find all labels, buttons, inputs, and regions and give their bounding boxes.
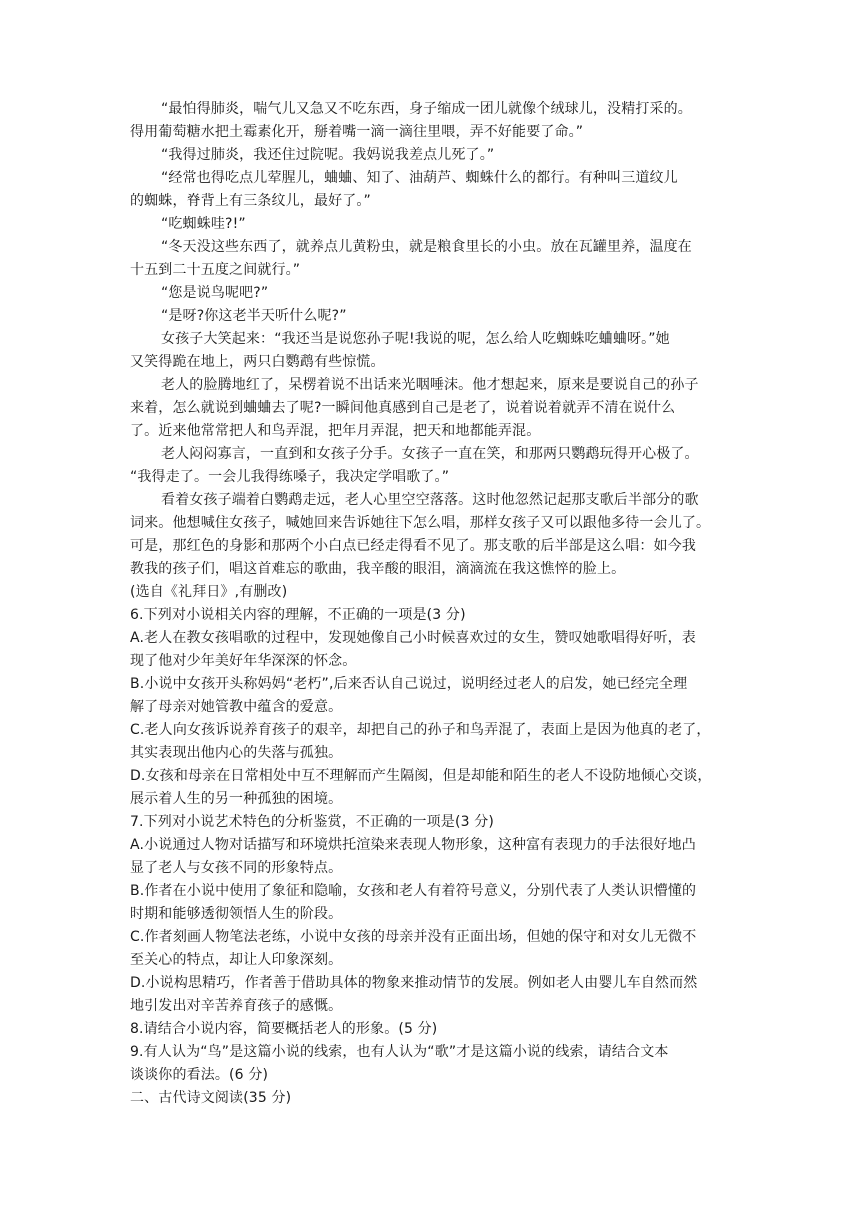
text-line: 老人闷闷寡言，一直到和女孩子分手。女孩子一直在笑，和那两只鹦鹉玩得开心极了。: [161, 446, 699, 462]
passage-paragraph: [130, 236, 730, 282]
question-line: A.老人在教女孩唱歌的过程中，发现她像自己小时候喜欢过的女生，赞叹她歌唱得好听，表: [130, 630, 696, 646]
questions: [130, 604, 730, 1087]
passage-paragraph: [130, 167, 730, 213]
passage-paragraph: [130, 443, 730, 489]
question-line: C.作者刻画人物笔法老练，小说中女孩的母亲并没有正面出场，但她的保守和对女儿无微不: [130, 929, 697, 945]
text-line: 可是，那红色的身影和那两个小白点已经走得看不见了。那支歌的后半部是这么唱：如今我: [130, 538, 696, 554]
text-line: 词来。他想喊住女孩子，喊她回来告诉她往下怎么唱，那样女孩子又可以跟他多待一会儿了。: [130, 515, 711, 531]
question-line: 解了母亲对她管教中蕴含的爱意。: [130, 699, 343, 715]
passage-paragraph: [130, 213, 730, 236]
question-line: D.女孩和母亲在日常相处中互不理解而产生隔阂，但是却能和陌生的老人不设防地倾心交谈，: [130, 768, 712, 784]
question-line: C.老人向女孩诉说养育孩子的艰辛，却把自己的孙子和鸟弄混了，表面上是因为他真的老了，: [130, 722, 711, 738]
question-line: 展示着人生的另一种孤独的困境。: [130, 791, 343, 807]
passage-paragraph: [130, 305, 730, 328]
section-heading: 二、古代诗文阅读(35 分): [130, 1090, 292, 1106]
text-line: “吃蜘蛛哇?!”: [161, 216, 246, 232]
passage-paragraph: [130, 282, 730, 305]
question-line: D.小说构思精巧，作者善于借助具体的物象来推动情节的发展。例如老人由婴儿车自然而然: [130, 975, 698, 991]
passage-paragraph: [130, 374, 730, 443]
passage-paragraph: [130, 144, 730, 167]
question-line: 现了他对少年美好年华深深的怀念。: [130, 653, 357, 669]
text-line: “我得走了。一会儿我得练嗓子，我决定学唱歌了。”: [130, 469, 450, 485]
text-line: 了。近来他常常把人和鸟弄混，把年月弄混，把天和地都能弄混。: [130, 423, 541, 439]
passage-paragraph: [130, 328, 730, 374]
passage-paragraph: [130, 98, 730, 144]
text-line: “您是说鸟呢吧?”: [161, 285, 269, 301]
text-line: 女孩子大笑起来：“我还当是说您孙子呢!我说的呢，怎么给人吃蜘蛛吃蛐蛐呀。”她: [161, 331, 670, 347]
document-page: [130, 98, 730, 1110]
passage: [130, 98, 730, 581]
text-line: “冬天没这些东西了，就养点儿黄粉虫，就是粮食里长的小虫。放在瓦罐里养，温度在: [161, 239, 692, 255]
question-line: B.小说中女孩开头称妈妈“老朽”,后来否认自己说过，说明经过老人的启发，她已经完全理: [130, 676, 688, 692]
question-line: 至关心的特点，却让人印象深刻。: [130, 952, 343, 968]
text-line: 老人的脸腾地红了，呆楞着说不出话来光咽唾沫。他才想起来，原来是要说自己的孙子: [161, 377, 699, 393]
text-line: “最怕得肺炎，喘气儿又急又不吃东西，身子缩成一团儿就像个绒球儿，没精打采的。: [161, 101, 692, 117]
text-line: 的蜘蛛，脊背上有三条纹儿，最好了。”: [130, 193, 371, 209]
question-line: 其实表现出他内心的失落与孤独。: [130, 745, 343, 761]
passage-paragraph: [130, 489, 730, 581]
text-line: 又笑得跪在地上，两只白鹦鹉有些惊慌。: [130, 354, 385, 370]
text-line: “我得过肺炎，我还住过院呢。我妈说我差点儿死了。”: [161, 147, 495, 163]
question-line: 8.请结合小说内容，简要概括老人的形象。(5 分): [130, 1021, 438, 1037]
question-line: A.小说通过人物对话描写和环境烘托渲染来表现人物形象，这种富有表现力的手法很好地凸: [130, 837, 696, 853]
question-line: 7.下列对小说艺术特色的分析鉴赏，不正确的一项是(3 分): [130, 814, 494, 830]
question-line: 显了老人与女孩不同的形象特点。: [130, 860, 343, 876]
text-line: “经常也得吃点儿荤腥儿，蛐蛐、知了、油葫芦、蜘蛛什么的都行。有种叫三道纹儿: [161, 170, 678, 186]
source-citation: (选自《礼拜日》,有删改): [130, 584, 288, 600]
question-line: 9.有人认为“鸟”是这篇小说的线索，也有人认为“歌”才是这篇小说的线索，请结合文本: [130, 1044, 669, 1060]
question-line: B.作者在小说中使用了象征和隐喻，女孩和老人有着符号意义，分别代表了人类认识懵懂的: [130, 883, 697, 899]
question-line: 6.下列对小说相关内容的理解，不正确的一项是(3 分): [130, 607, 466, 623]
text-line: 来着，怎么就说到蛐蛐去了呢?一瞬间他真感到自己是老了，说着说着就弄不清在说什么: [130, 400, 676, 416]
question-line: 时期和能够透彻领悟人生的阶段。: [130, 906, 343, 922]
text-line: 十五到二十五度之间就行。”: [130, 262, 301, 278]
text-line: 教我的孩子们，唱这首难忘的歌曲，我辛酸的眼泪，滴滴流在我这憔悴的脸上。: [130, 561, 626, 577]
text-line: 看着女孩子端着白鹦鹉走远，老人心里空空落落。这时他忽然记起那支歌后半部分的歌: [161, 492, 699, 508]
question-line: 谈谈你的看法。(6 分): [130, 1067, 269, 1083]
text-line: 得用葡萄糖水把土霉素化开，掰着嘴一滴一滴往里喂，弄不好能要了命。”: [130, 124, 584, 140]
text-line: “是呀?你这老半天听什么呢?”: [161, 308, 347, 324]
question-line: 地引发出对辛苦养育孩子的感慨。: [130, 998, 343, 1014]
